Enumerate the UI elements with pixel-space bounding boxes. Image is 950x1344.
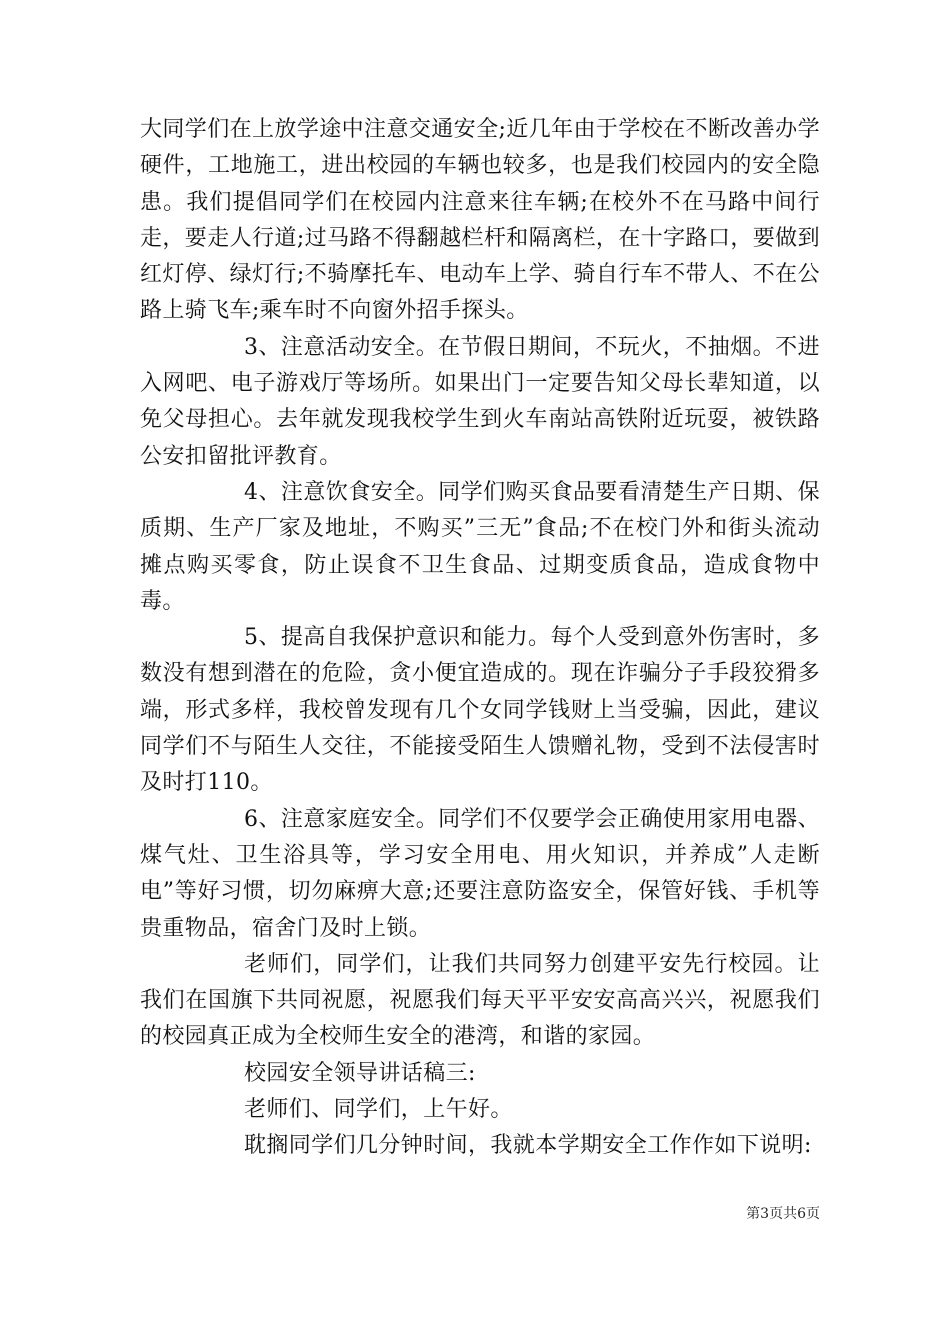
document-body	[140, 112, 820, 1165]
section-heading-speech-three: 校园安全领导讲话稿三:	[244, 1060, 476, 1086]
paragraph-greeting: 老师们、同学们，上午好。	[244, 1097, 513, 1123]
paragraph-activity-safety: 3、注意活动安全。在节假日期间，不玩火，不抽烟。不进入网吧、电子游戏厅等场所。如果出门一定要告知父母长辈知道，以免父母担心。去年就发现我校学生到火车南站高铁附近玩耍，被铁路公安扣留批评教育。	[140, 334, 820, 469]
paragraph-food-safety: 4、注意饮食安全。同学们购买食品要看清楚生产日期、保质期、生产厂家及地址，不购买”三无”食品;不在校门外和街头流动摊点购买零食，防止误食不卫生食品、过期变质食品，造成食物中毒。	[140, 479, 820, 614]
paragraph-traffic-safety-cont: 大同学们在上放学途中注意交通安全;近几年由于学校在不断改善办学硬件，工地施工，进出校园的车辆也较多，也是我们校园内的安全隐患。我们提倡同学们在校园内注意来往车辆;在校外不在马路中间行走，要走人行道;过马路不得翻越栏杆和隔离栏，在十字路口，要做到红灯停、绿灯行;不骑摩托车、电动车上学、骑自行车不带人、不在公路上骑飞车;乘车时不向窗外招手探头。	[140, 117, 820, 324]
paragraph-intro: 耽搁同学们几分钟时间，我就本学期安全工作作如下说明:	[244, 1133, 812, 1159]
page-number-footer: 第3页共6页	[746, 1206, 820, 1222]
paragraph-self-protection: 5、提高自我保护意识和能力。每个人受到意外伤害时，多数没有想到潜在的危险，贪小便宜造成的。现在诈骗分子手段狡猾多端，形式多样，我校曾发现有几个女同学钱财上当受骗，因此，建议同学们不与陌生人交往，不能接受陌生人馈赠礼物，受到不法侵害时及时打110。	[140, 625, 820, 796]
paragraph-closing: 老师们，同学们，让我们共同努力创建平安先行校园。让我们在国旗下共同祝愿，祝愿我们每天平平安安高高兴兴，祝愿我们的校园真正成为全校师生安全的港湾，和谐的家园。	[140, 951, 820, 1050]
paragraph-home-safety: 6、注意家庭安全。同学们不仅要学会正确使用家用电器、煤气灶、卫生浴具等，学习安全用电、用火知识，并养成”人走断电”等好习惯，切勿麻痹大意;还要注意防盗安全，保管好钱、手机等贵重物品，宿舍门及时上锁。	[140, 806, 820, 941]
